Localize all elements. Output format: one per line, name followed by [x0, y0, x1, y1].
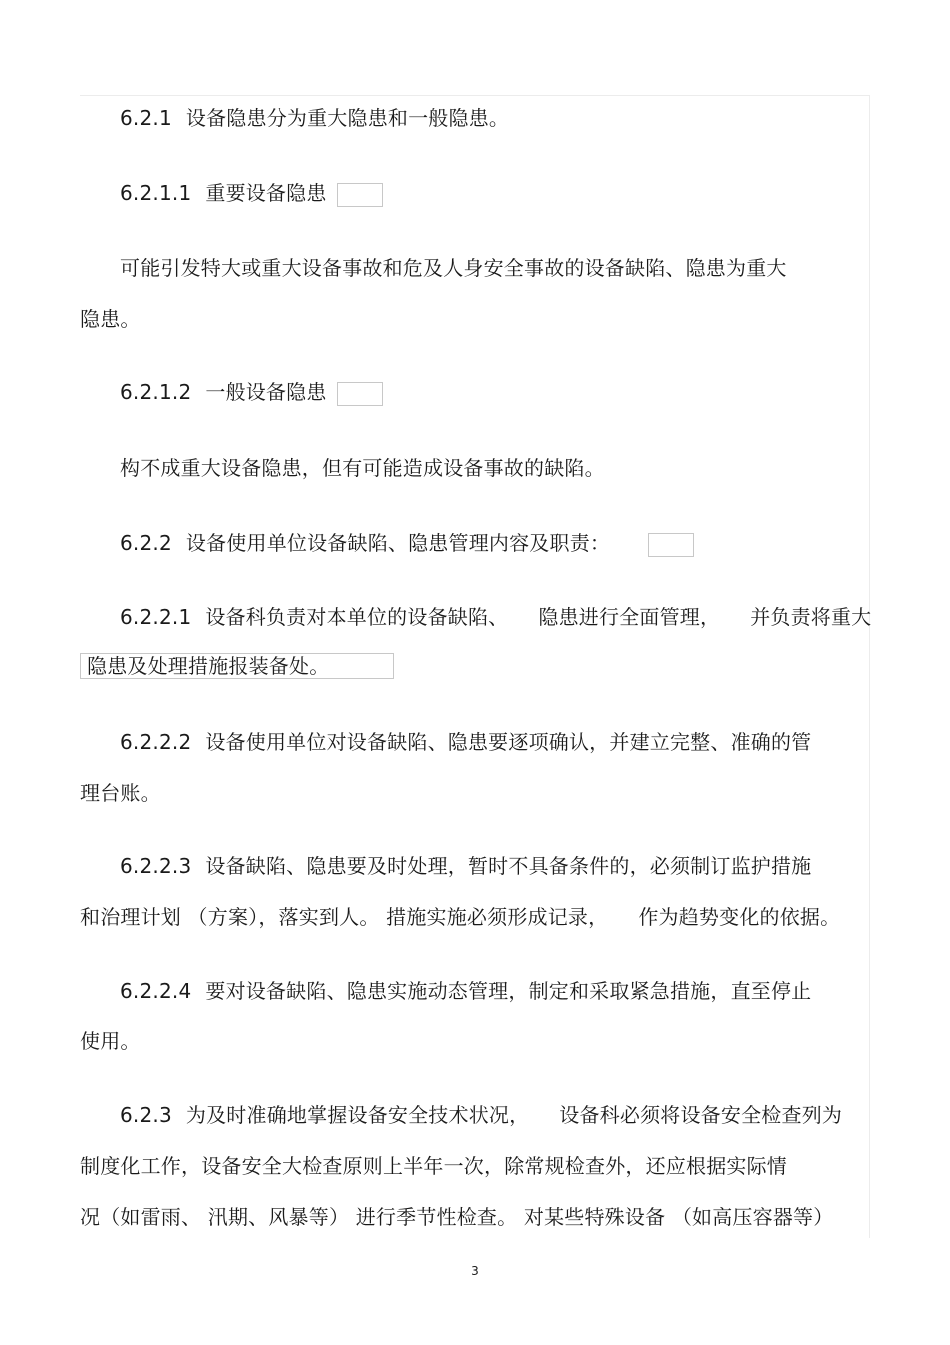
paragraph-line — [80, 904, 840, 930]
section-6-2-2-4 — [120, 978, 811, 1004]
section-6-2-1-1 — [120, 180, 383, 207]
section-number: 6.2.2 — [120, 531, 172, 555]
section-number: 6.2.1 — [120, 106, 172, 130]
page-frame-top — [80, 95, 870, 96]
section-6-2-2 — [120, 530, 694, 557]
paragraph-line: 理台账。 — [80, 781, 161, 805]
paragraph-line: 使用。 — [80, 1029, 141, 1053]
section-number: 6.2.2.1 — [120, 605, 192, 629]
paragraph-text: 为及时准确地掌握设备安全技术状况， — [185, 1103, 530, 1127]
paragraph-line: 可能引发特大或重大设备事故和危及人身安全事故的设备缺陷、隐患为重大 — [120, 256, 787, 280]
paragraph-line: 构不成重大设备隐患，但有可能造成设备事故的缺陷。 — [120, 456, 605, 480]
section-6-2-2-2 — [120, 729, 811, 755]
paragraph-text: 设备使用单位对设备缺陷、隐患要逐项确认，并建立完整、准确的管 — [205, 730, 812, 754]
section-number: 6.2.2.2 — [120, 730, 192, 754]
section-number: 6.2.1.1 — [120, 181, 192, 205]
paragraph-text: 隐患进行全面管理， — [538, 605, 721, 629]
section-heading: 重要设备隐患 — [205, 181, 327, 205]
paragraph-text: 并负责将重大 — [750, 605, 872, 629]
section-6-2-3 — [120, 1102, 842, 1128]
section-number: 6.2.2.4 — [120, 979, 192, 1003]
section-heading: 设备使用单位设备缺陷、隐患管理内容及职责： — [185, 531, 611, 555]
section-6-2-1-2 — [120, 379, 383, 406]
page-number: 3 — [471, 1264, 479, 1278]
paragraph-text: 设备科负责对本单位的设备缺陷、 — [205, 605, 509, 629]
section-number: 6.2.1.2 — [120, 380, 192, 404]
empty-box — [337, 382, 383, 406]
paragraph-text: 设备科必须将设备安全检查列为 — [559, 1103, 843, 1127]
page-frame-right — [869, 95, 870, 1238]
paragraph-line: 制度化工作，设备安全大检查原则上半年一次，除常规检查外，还应根据实际情 — [80, 1154, 787, 1178]
section-6-2-2-1 — [120, 604, 871, 630]
section-number: 6.2.2.3 — [120, 854, 192, 878]
empty-box — [337, 183, 383, 207]
section-heading: 一般设备隐患 — [205, 380, 327, 404]
section-6-2-1 — [120, 105, 509, 131]
paragraph-text: 作为趋势变化的依据。 — [638, 905, 841, 929]
section-number: 6.2.3 — [120, 1103, 172, 1127]
paragraph-line: 况（如雷雨、 汛期、风暴等） 进行季节性检查。 对某些特殊设备 （如高压容器等） — [80, 1205, 834, 1229]
section-text: 设备隐患分为重大隐患和一般隐患。 — [185, 106, 510, 130]
paragraph-text: 设备缺陷、隐患要及时处理，暂时不具备条件的，必须制订监护措施 — [205, 854, 812, 878]
paragraph-line: 隐患。 — [80, 307, 141, 331]
paragraph-text: 要对设备缺陷、隐患实施动态管理，制定和采取紧急措施，直至停止 — [205, 979, 812, 1003]
boxed-text: 隐患及处理措施报装备处。 — [80, 653, 394, 679]
empty-box — [648, 533, 694, 557]
section-6-2-2-3 — [120, 853, 811, 879]
paragraph-text: 和治理计划 （方案），落实到人。 措施实施必须形成记录， — [80, 905, 609, 929]
paragraph-line — [80, 653, 394, 679]
